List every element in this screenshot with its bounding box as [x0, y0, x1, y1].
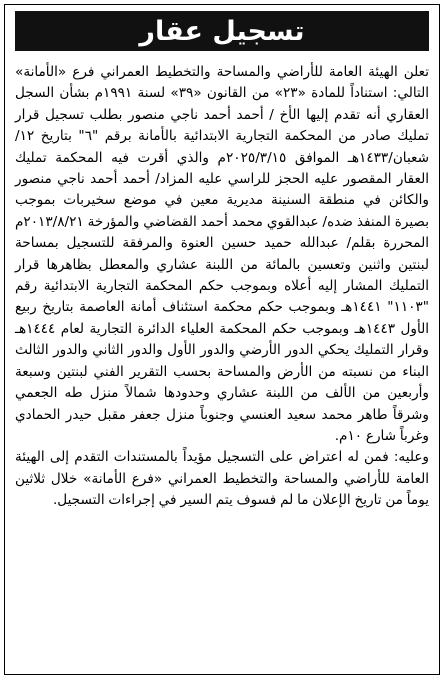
- notice-box: [4, 4, 440, 675]
- notice-paragraph-objection: وعليه: فمن له اعتراض على التسجيل مؤيداً بالمستندات التقدم إلى الهيئة العامة للأراضي والمساحة والتخطيط العمراني «فرع الأمانة» خلال ثلاثين يوماً من تاريخ الإعلان ما لم فسوف يتم السير في إجراءات التسجيل.: [15, 449, 429, 509]
- notice-paragraph-main: تعلن الهيئة العامة للأراضي والمساحة والتخطيط العمراني فرع «الأمانة» التالي: استناداً للمادة «٢٣» من القانون «٣٩» لسنة ١٩٩١م بشأن السجل العقاري أنه تقدم إليها الأخ / أحمد أحمد ناجي منصور بطلب تسجيل قرار تمليك صادر من المحكمة التجارية الابتدائية بالأمانة برقم "٦" بتاريخ ١٢/شعبان/١٤٣٣هـ الموافق ٢٠٢٥/٣/١٥م والذي أقرت فيه المحكمة تمليك العقار المقصور عليه الحجز للراسي عليه المزاد/ أحمد أحمد ناجي منصور والكائن في منطقة السنينة مديرية معين في موضع سخيربات بموجب بصيرة المنفذ ضده/ عبدالقوي محمد أحمد القضاضي والمؤرخة ٢٠١٣/٨/٢١م المحررة بقلم/ عبدالله حميد حسين العنوة والمرفقة للتسجيل بمساحة لبنتين واثنين وتعسين بالمائة من اللبنة عشاري والمعطل بظاهرها قرار التمليك المشار إليه أعلاه وبموجب حكم المحكمة التجارية الابتدائية رقم "١١٠٣" ١٤٤١هـ وبموجب حكم محكمة استئناف أمانة العاصمة بتاريخ ربيع الأول ١٤٤٣هـ وبموجب حكم المحكمة العلياء الدائرة التجارية لعام ١٤٤٤هـ وقرار التمليك يحكي الدور الأرضي والدور الأول والدور الثاني والدور الثالث البناء من نسبته من الأرض والمساحة بحسب التقرير الفني لبنتين وسبعة وأربعين من الألف من اللبنة عشاري وحدودها شمالاً منزل طه الجعمي وشرقاً طاهر محمد سعيد العنسي وجنوباً منزل جعفر مقبل حيدر الحمادي وغرباً شارع ١٠م.: [15, 64, 429, 444]
- notice-body: [5, 51, 439, 512]
- notice-title: تسجيل عقار: [15, 11, 429, 51]
